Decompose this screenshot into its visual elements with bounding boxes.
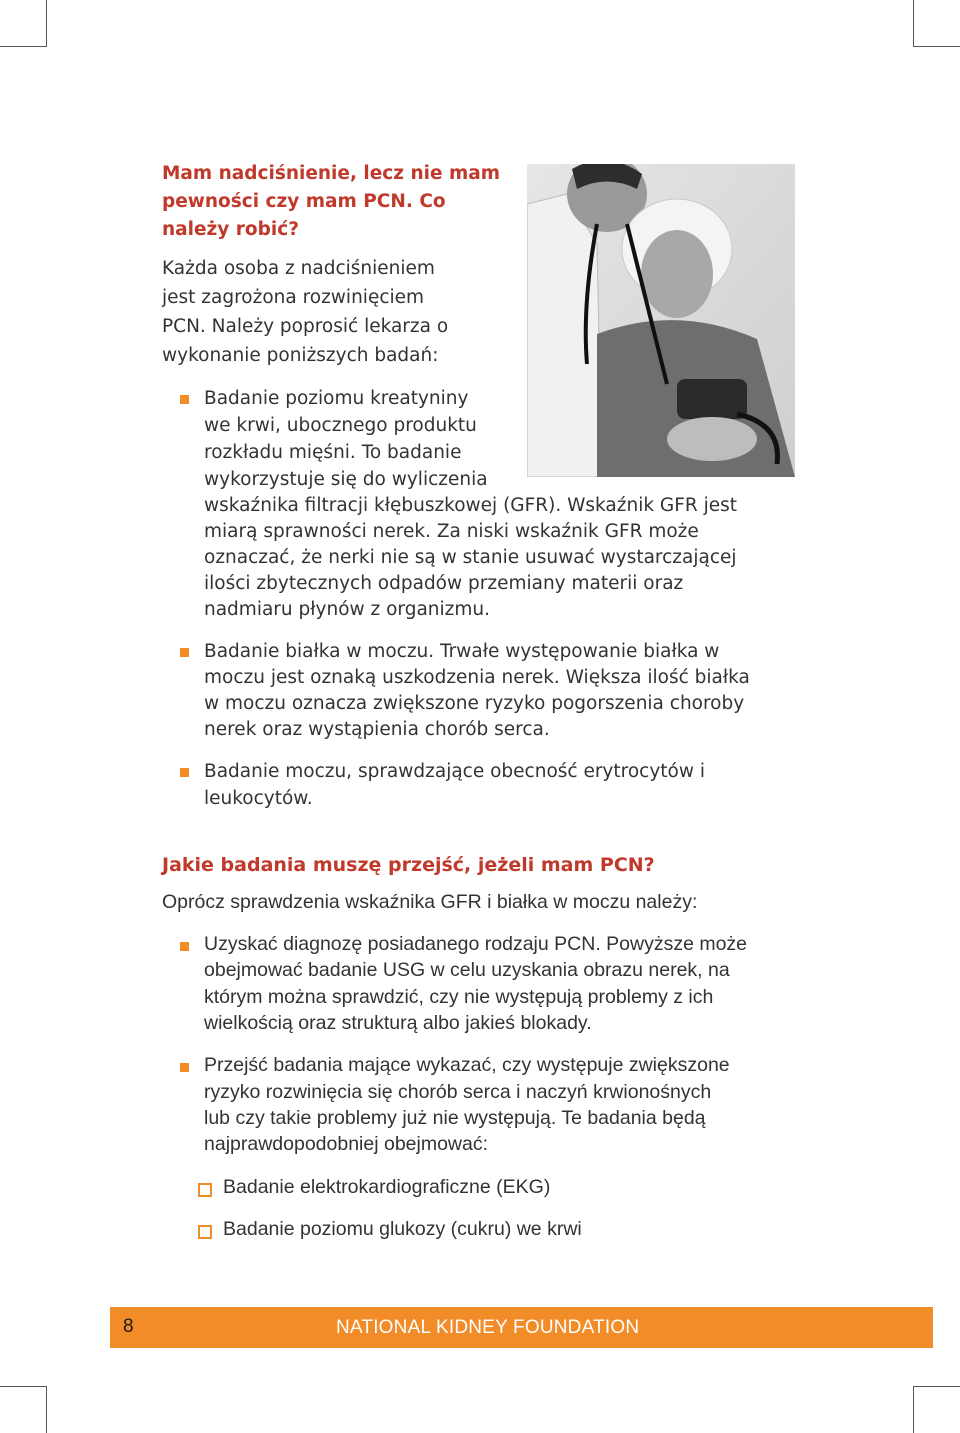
text-line: Uzyskać diagnozę posiadanego rodzaju PCN. Powyższe może bbox=[204, 933, 748, 955]
crop-mark bbox=[913, 0, 914, 47]
hollow-square-bullet-icon bbox=[198, 1183, 212, 1197]
text-line: którym można sprawdzić, czy nie występują problemy z ich bbox=[204, 986, 714, 1008]
section-heading: Mam nadciśnienie, lecz nie mam pewności czy mam PCN. Co należy robić? bbox=[162, 163, 501, 240]
text-line: Badanie moczu, sprawdzające obecność erytrocytów i bbox=[204, 761, 705, 782]
bullet-square-icon bbox=[180, 648, 189, 657]
text-line: oznaczać, że nerki nie są w stanie usuwać wystarczającej bbox=[204, 547, 737, 568]
text-line: jest zagrożona rozwinięciem bbox=[162, 287, 425, 308]
text-line: wielkością oraz strukturą albo jakieś blokady. bbox=[204, 1012, 592, 1034]
text-line: moczu jest oznaką uszkodzenia nerek. Większa ilość białka bbox=[204, 667, 750, 688]
text-line: miarą sprawności nerek. Za niski wskaźnik GFR może bbox=[204, 521, 699, 542]
text-line: Badanie poziomu kreatyniny bbox=[204, 388, 469, 409]
text-line: nadmiaru płynów z organizmu. bbox=[204, 599, 490, 620]
crop-mark bbox=[913, 1386, 914, 1433]
text-line: w moczu oznacza zwiększone ryzyko pogorszenia choroby bbox=[204, 693, 745, 714]
page-footer bbox=[110, 1307, 933, 1348]
bullet-square-icon bbox=[180, 395, 189, 404]
bullet-square-icon bbox=[180, 942, 189, 951]
text-line: wskaźnika filtracji kłębuszkowej (GFR). Wskaźnik GFR jest bbox=[204, 495, 738, 516]
text-line: najprawdopodobniej obejmować: bbox=[204, 1133, 489, 1155]
crop-mark bbox=[0, 1386, 47, 1387]
text-line: Badanie białka w moczu. Trwałe występowanie białka w bbox=[204, 641, 720, 662]
page-number: 8 bbox=[123, 1316, 134, 1337]
text-line: we krwi, ubocznego produktu bbox=[204, 415, 477, 436]
section-intro: Oprócz sprawdzenia wskaźnika GFR i białka w moczu należy: bbox=[162, 891, 698, 913]
hollow-square-bullet-icon bbox=[198, 1225, 212, 1239]
text-line: obejmować badanie USG w celu uzyskania obrazu nerek, na bbox=[204, 959, 730, 981]
crop-mark bbox=[913, 46, 960, 47]
text-line: ryzyko rozwinięcia się chorób serca i naczyń krwionośnych bbox=[204, 1081, 712, 1103]
crop-mark bbox=[46, 1386, 47, 1433]
organization-name: NATIONAL KIDNEY FOUNDATION bbox=[336, 1317, 640, 1338]
crop-mark bbox=[46, 0, 47, 47]
text-line: Każda osoba z nadciśnieniem bbox=[162, 258, 435, 279]
doctor-patient-photo bbox=[527, 164, 795, 477]
text-line: Badanie poziomu glukozy (cukru) we krwi bbox=[223, 1218, 582, 1240]
bullet-square-icon bbox=[180, 768, 189, 777]
text-line: PCN. Należy poprosić lekarza o bbox=[162, 316, 449, 337]
bullet-square-icon bbox=[180, 1063, 189, 1072]
text-line: lub czy takie problemy już nie występują. Te badania będą bbox=[204, 1107, 706, 1129]
text-line: nerek oraz wystąpienia chorób serca. bbox=[204, 719, 550, 740]
crop-mark bbox=[913, 1386, 960, 1387]
text-line: leukocytów. bbox=[204, 788, 313, 809]
crop-mark bbox=[0, 46, 47, 47]
text-line: wykonanie poniższych badań: bbox=[162, 345, 439, 366]
text-line: ilości zbytecznych odpadów przemiany materii oraz bbox=[204, 573, 684, 594]
section-heading: Jakie badania muszę przejść, jeżeli mam PCN? bbox=[162, 854, 655, 876]
text-line: Badanie elektrokardiograficzne (EKG) bbox=[223, 1176, 551, 1198]
text-line: wykorzystuje się do wyliczenia bbox=[204, 469, 488, 490]
text-line: Przejść badania mające wykazać, czy występuje zwiększone bbox=[204, 1054, 730, 1076]
text-line: rozkładu mięśni. To badanie bbox=[204, 442, 462, 463]
